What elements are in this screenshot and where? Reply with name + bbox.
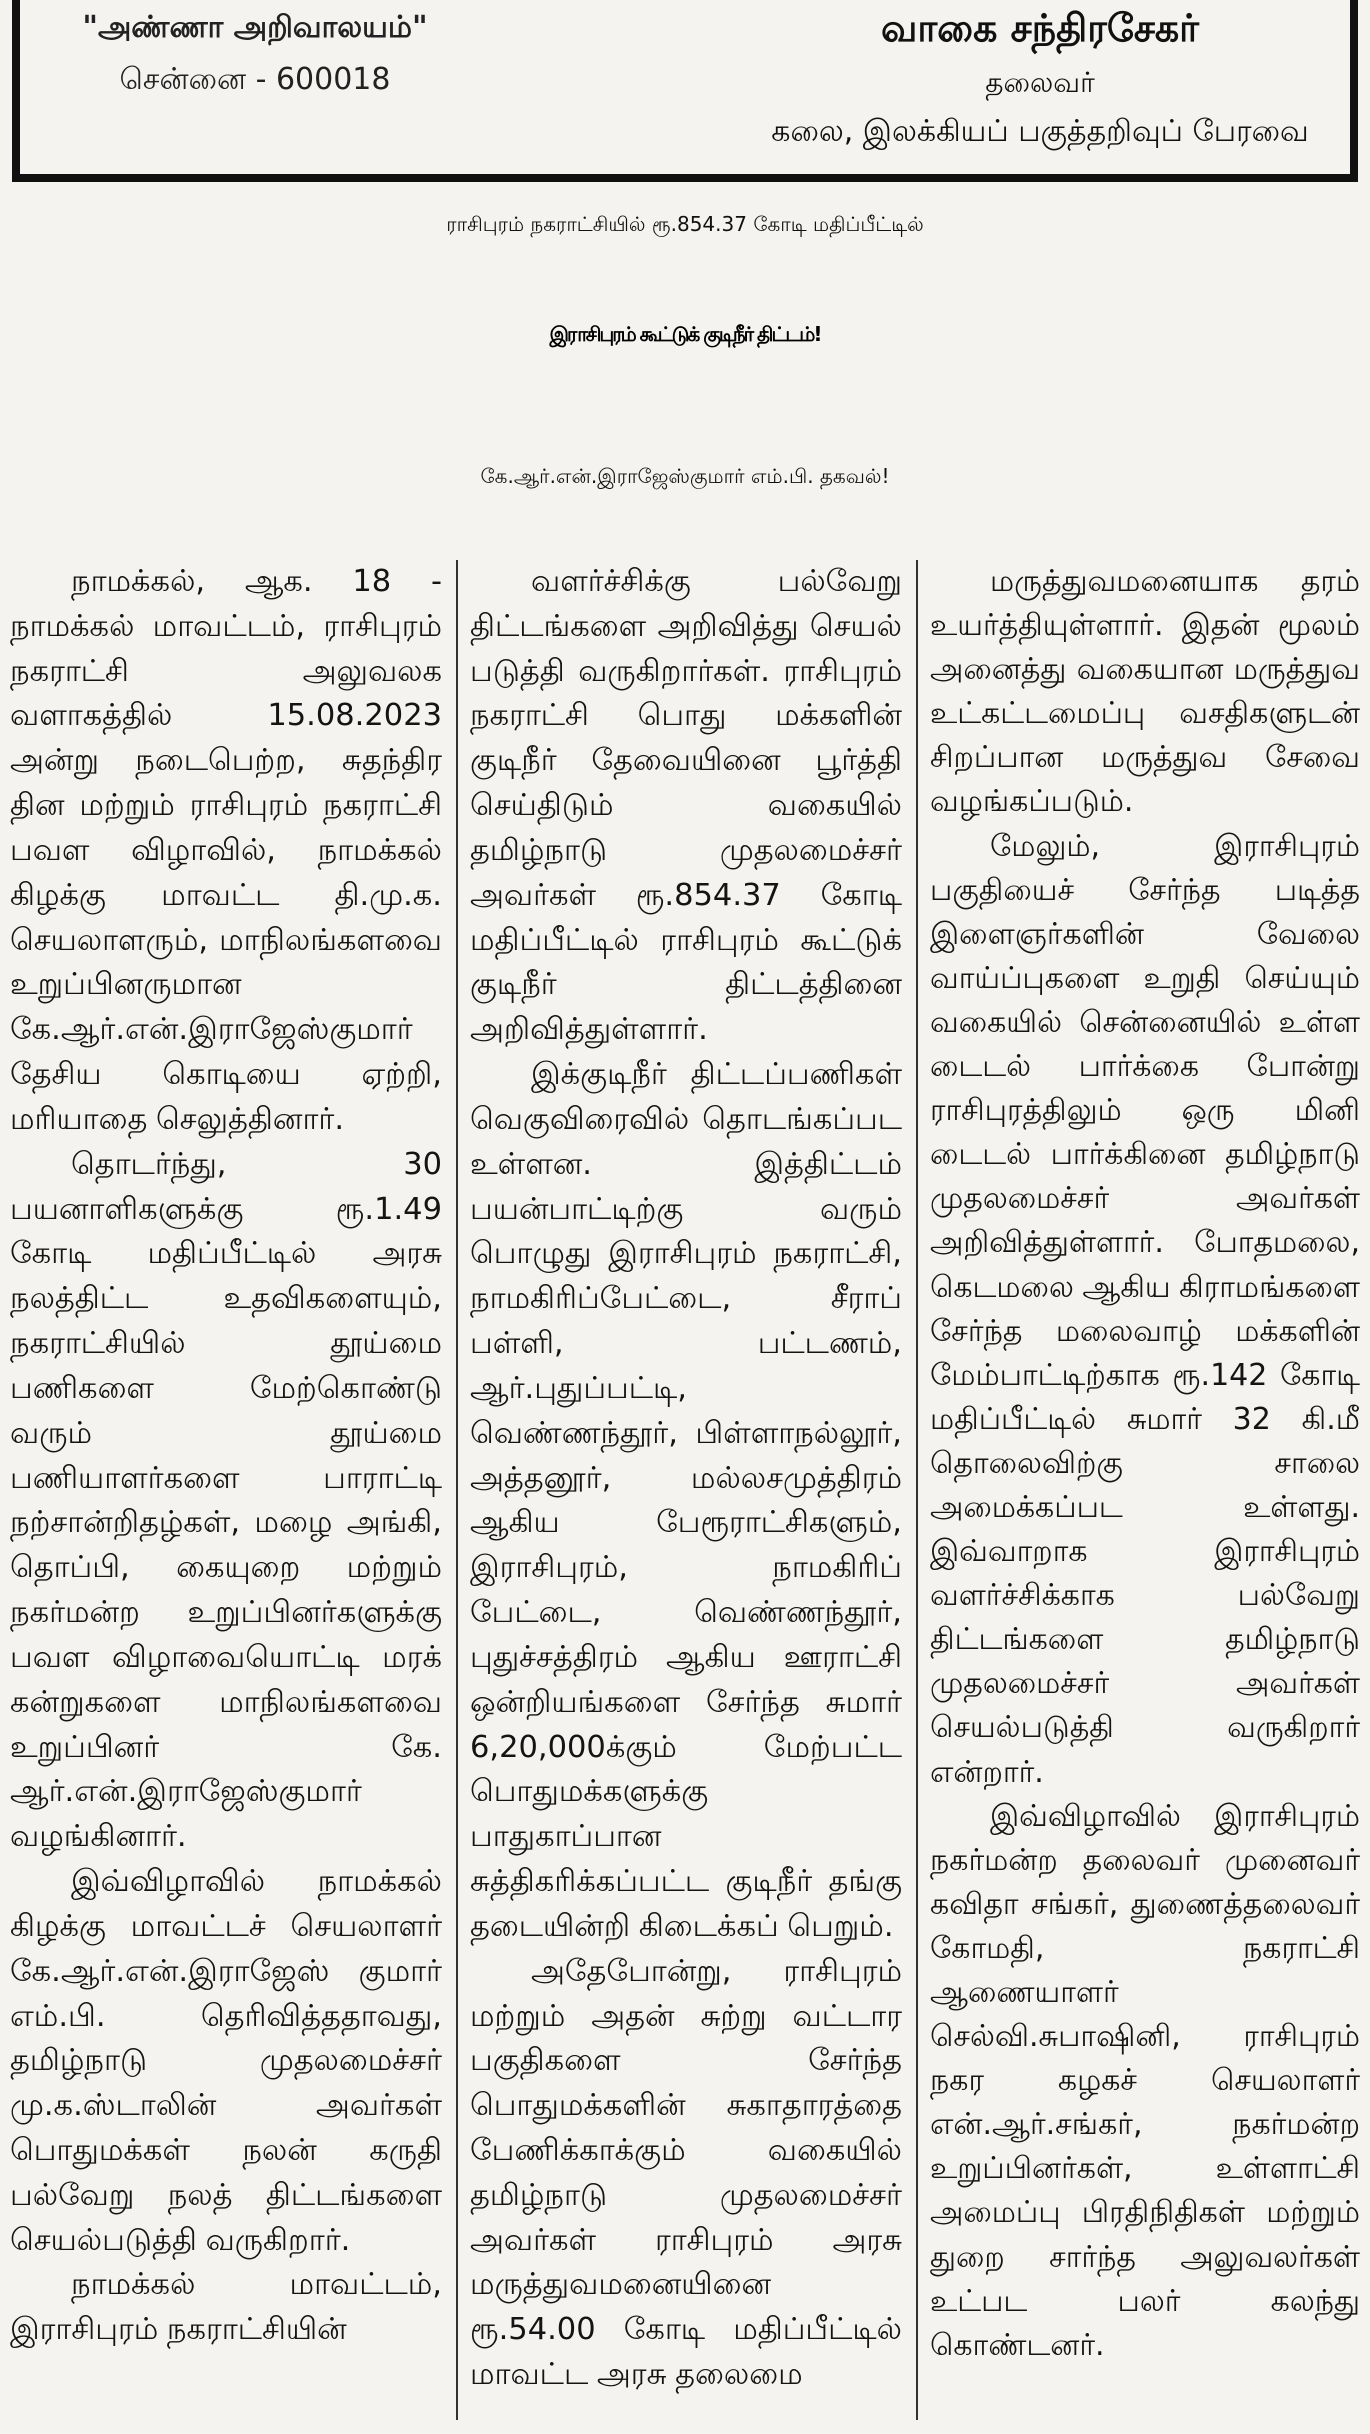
paragraph: தொடர்ந்து, 30 பயனாளிகளுக்கு ரூ.1.49 கோடி மதிப்பீட்டில் அரசு நலத்திட்ட உதவிகளையும், நகராட்சியில் தூய்மை பணிகளை மேற்கொண்டு வரும் தூய்மை பணியாளர்களை பாராட்டி நற்சான்றிதழ்கள், மழை அங்கி, தொப்பி, கையுறை மற்றும் நகர்மன்ற உறுப்பினர்களுக்கு பவள விழாவையொட்டி மரக் கன்றுகளை மாநிலங்களவை உறுப்பினர் கே. ஆர்.என்.இராஜேஸ்குமார் வழங்கினார். <box>10 1146 442 1855</box>
article-body <box>10 560 1360 2420</box>
paragraph: வளர்ச்சிக்கு பல்வேறு திட்டங்களை அறிவித்து செயல் படுத்தி வருகிறார்கள். ராசிபுரம் நகராட்சி பொது மக்களின் குடிநீர் தேவையினை பூர்த்தி செய்திடும் வகையில் தமிழ்நாடு முதலமைச்சர் அவர்கள் ரூ.854.37 கோடி மதிப்பீட்டில் ராசிபுரம் கூட்டுக் குடிநீர் திட்டத்தினை அறிவித்துள்ளார். <box>470 564 902 1048</box>
column-divider <box>916 560 918 2420</box>
paragraph: இவ்விழாவில் இராசிபுரம் நகர்மன்ற தலைவர் முனைவர் கவிதா சங்கர், துணைத்தலைவர் கோமதி, நகராட்சி ஆணையாளர் செல்வி.சுபாஷினி, ராசிபுரம் நகர கழகச் செயலாளர் என்.ஆர்.சங்கர், நகர்மன்ற உறுப்பினர்கள், உள்ளாட்சி அமைப்பு பிரதிநிதிகள் மற்றும் துறை சார்ந்த அலுவலர்கள் உட்பட பலர் கலந்து கொண்டனர். <box>930 1798 1360 2363</box>
column-divider <box>456 560 458 2420</box>
paragraph: நாமக்கல் மாவட்டம், இராசிபுரம் நகராட்சியின் <box>10 2267 442 2348</box>
masthead-box <box>12 0 1358 182</box>
paragraph: இக்குடிநீர் திட்டப்பணிகள் வெகுவிரைவில் தொடங்கப்பட உள்ளன. இத்திட்டம் பயன்பாட்டிற்கு வரும் பொழுது இராசிபுரம் நகராட்சி, நாமகிரிப்பேட்டை, சீராப் பள்ளி, பட்டணம், ஆர்.புதுப்பட்டி, வெண்ணந்தூர், பிள்ளாநல்லூர், அத்தனூர், மல்லசமுத்திரம் ஆகிய பேரூராட்சிகளும், இராசிபுரம், நாமகிரிப் பேட்டை, வெண்ணந்தூர், புதுச்சத்திரம் ஆகிய ஊராட்சி ஒன்றியங்களை சேர்ந்த சுமார் 6,20,000க்கும் மேற்பட்ட பொதுமக்களுக்கு பாதுகாப்பான சுத்திகரிக்கப்பட்ட குடிநீர் தங்கு தடையின்றி கிடைக்கப் பெறும். <box>470 1057 902 1944</box>
paragraph: மருத்துவமனையாக தரம் உயர்த்தியுள்ளார். இதன் மூலம் அனைத்து வகையான மருத்துவ உட்கட்டமைப்பு வசதிகளுடன் சிறப்பான மருத்துவ சேவை வழங்கப்படும். <box>930 564 1360 820</box>
masthead-address-line1: "அண்ணா அறிவாலயம்" <box>82 10 428 45</box>
paragraph: நாமக்கல், ஆக. 18 - நாமக்கல் மாவட்டம், ராசிபுரம் நகராட்சி அலுவலக வளாகத்தில் 15.08.2023 அன்று நடைபெற்ற, சுதந்திர தின மற்றும் ராசிபுரம் நகராட்சி பவள விழாவில், நாமக்கல் கிழக்கு மாவட்ட தி.மு.க. செயலாளரும், மாநிலங்களவை உறுப்பினருமான கே.ஆர்.என்.இராஜேஸ்குமார் தேசிய கொடியை ஏற்றி, மரியாதை செலுத்தினார். <box>10 564 442 1137</box>
article-column-1 <box>10 560 442 2420</box>
headline-sub: கே.ஆர்.என்.இராஜேஸ்குமார் எம்.பி. தகவல்! <box>480 464 890 488</box>
headline-main: இராசிபுரம் கூட்டுக் குடிநீர் திட்டம்! <box>549 322 821 346</box>
masthead-title: தலைவர் <box>985 66 1095 99</box>
masthead-organization: கலை, இலக்கியப் பகுத்தறிவுப் பேரவை <box>771 114 1309 149</box>
paragraph: அதேபோன்று, ராசிபுரம் மற்றும் அதன் சுற்று வட்டார பகுதிகளை சேர்ந்த பொதுமக்களின் சுகாதாரத்தை பேணிக்காக்கும் வகையில் தமிழ்நாடு முதலமைச்சர் அவர்கள் ராசிபுரம் அரசு மருத்துவமனையினை ரூ.54.00 கோடி மதிப்பீட்டில் மாவட்ட அரசு தலைமை <box>470 1953 902 2393</box>
masthead-name: வாகை சந்திரசேகர் <box>880 6 1200 50</box>
article-column-2 <box>470 560 902 2420</box>
article-column-3 <box>930 560 1360 2420</box>
paragraph: மேலும், இராசிபுரம் பகுதியைச் சேர்ந்த படித்த இளைஞர்களின் வேலை வாய்ப்புகளை உறுதி செய்யும் வகையில் சென்னையில் உள்ள டைடல் பார்க்கை போன்று ராசிபுரத்திலும் ஒரு மினி டைடல் பார்க்கினை தமிழ்நாடு முதலமைச்சர் அவர்கள் அறிவித்துள்ளார். போதமலை, கெடமலை ஆகிய கிராமங்களை சேர்ந்த மலைவாழ் மக்களின் மேம்பாட்டிற்காக ரூ.142 கோடி மதிப்பீட்டில் சுமார் 32 கி.மீ தொலைவிற்கு சாலை அமைக்கப்பட உள்ளது. இவ்வாறாக இராசிபுரம் வளர்ச்சிக்காக பல்வேறு திட்டங்களை தமிழ்நாடு முதலமைச்சர் அவர்கள் செயல்படுத்தி வருகிறார் என்றார். <box>930 828 1360 1790</box>
paragraph: இவ்விழாவில் நாமக்கல் கிழக்கு மாவட்டச் செயலாளர் கே.ஆர்.என்.இராஜேஸ் குமார் எம்.பி. தெரிவித்ததாவது, தமிழ்நாடு முதலமைச்சர் மு.க.ஸ்டாலின் அவர்கள் பொதுமக்கள் நலன் கருதி பல்வேறு நலத் திட்டங்களை செயல்படுத்தி வருகிறார். <box>10 1864 442 2258</box>
masthead-address-line2: சென்னை - 600018 <box>119 62 391 97</box>
headline-kicker: ராசிபுரம் நகராட்சியில் ரூ.854.37 கோடி மதிப்பீட்டில் <box>446 212 924 236</box>
